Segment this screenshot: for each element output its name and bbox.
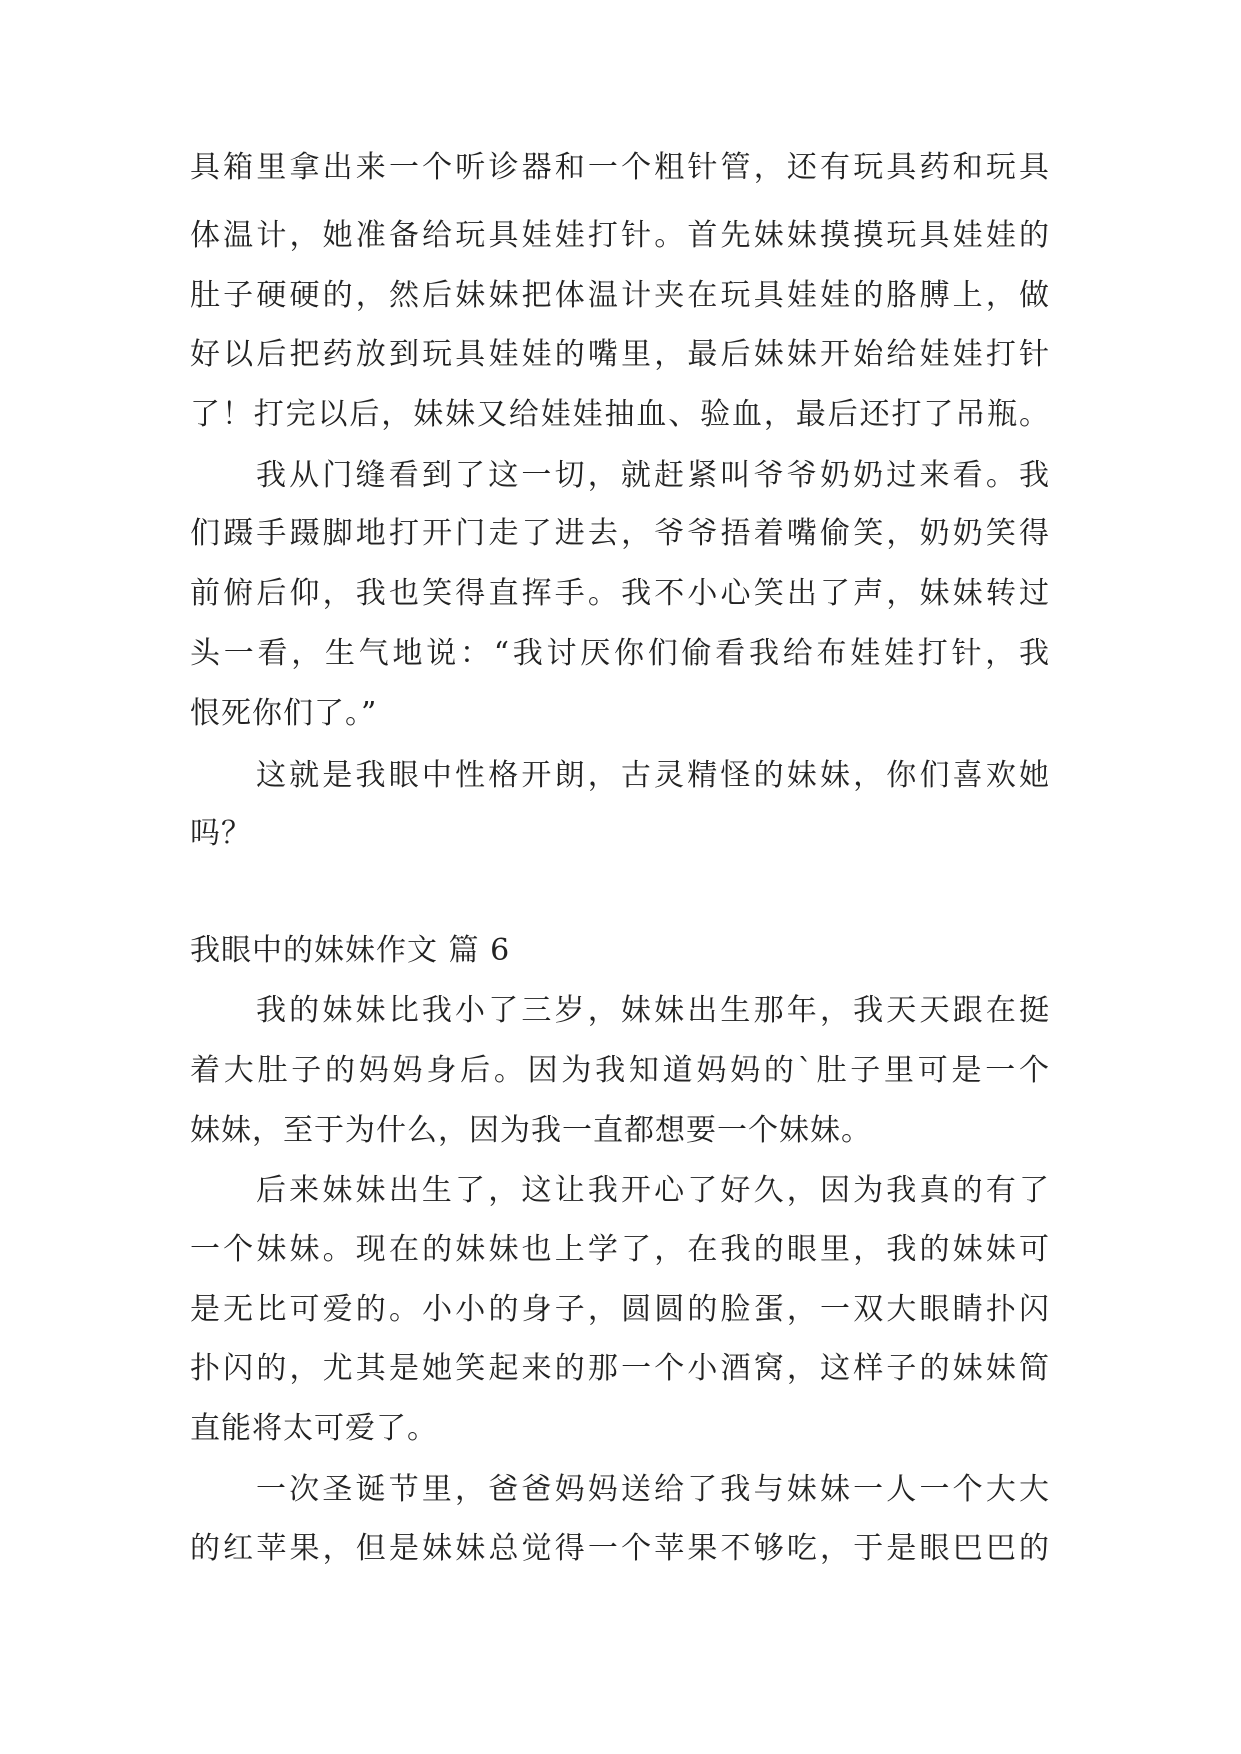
text-line: 我的妹妹比我小了三岁，妹妹出生那年，我天天跟在挺 [256,993,1050,1028]
text-line: 了！打完以后，妹妹又给娃娃抽血、验血，最后还打了吊瓶。 [190,397,1050,432]
text-line: 具箱里拿出来一个听诊器和一个粗针管，还有玩具药和玩具 [190,150,1050,185]
text-line: 妹妹，至于为什么，因为我一直都想要一个妹妹。 [190,1113,872,1148]
text-line: 是无比可爱的。小小的身子，圆圆的脸蛋，一双大眼睛扑闪 [190,1292,1050,1327]
text-line: 后来妹妹出生了，这让我开心了好久，因为我真的有了 [256,1173,1050,1208]
text-line: 一次圣诞节里，爸爸妈妈送给了我与妹妹一人一个大大 [256,1472,1050,1507]
text-line: 的红苹果，但是妹妹总觉得一个苹果不够吃，于是眼巴巴的 [190,1531,1050,1566]
text-line: 头一看，生气地说：“我讨厌你们偷看我给布娃娃打针，我 [190,636,1050,671]
text-line: 好以后把药放到玩具娃娃的嘴里，最后妹妹开始给娃娃打针 [190,337,1050,372]
text-line: 这就是我眼中性格开朗，古灵精怪的妹妹，你们喜欢她 [256,758,1050,793]
text-line: 直能将太可爱了。 [190,1411,438,1446]
text-line: 体温计，她准备给玩具娃娃打针。首先妹妹摸摸玩具娃娃的 [190,218,1050,253]
section-heading: 我眼中的妹妹作文 篇 6 [190,933,511,968]
text-line: 吗？ [190,816,252,851]
text-line: 扑闪的，尤其是她笑起来的那一个小酒窝，这样子的妹妹简 [190,1351,1050,1386]
text-line: 恨死你们了。” [190,696,378,731]
text-line: 一个妹妹。现在的妹妹也上学了，在我的眼里，我的妹妹可 [190,1232,1050,1267]
text-line: 肚子硬硬的，然后妹妹把体温计夹在玩具娃娃的胳膊上，做 [190,278,1050,313]
text-line: 前俯后仰，我也笑得直挥手。我不小心笑出了声，妹妹转过 [190,576,1050,611]
text-line: 我从门缝看到了这一切，就赶紧叫爷爷奶奶过来看。我 [256,458,1050,493]
text-line: 着大肚子的妈妈身后。因为我知道妈妈的`肚子里可是一个 [190,1053,1050,1088]
text-line: 们蹑手蹑脚地打开门走了进去，爷爷捂着嘴偷笑，奶奶笑得 [190,516,1050,551]
